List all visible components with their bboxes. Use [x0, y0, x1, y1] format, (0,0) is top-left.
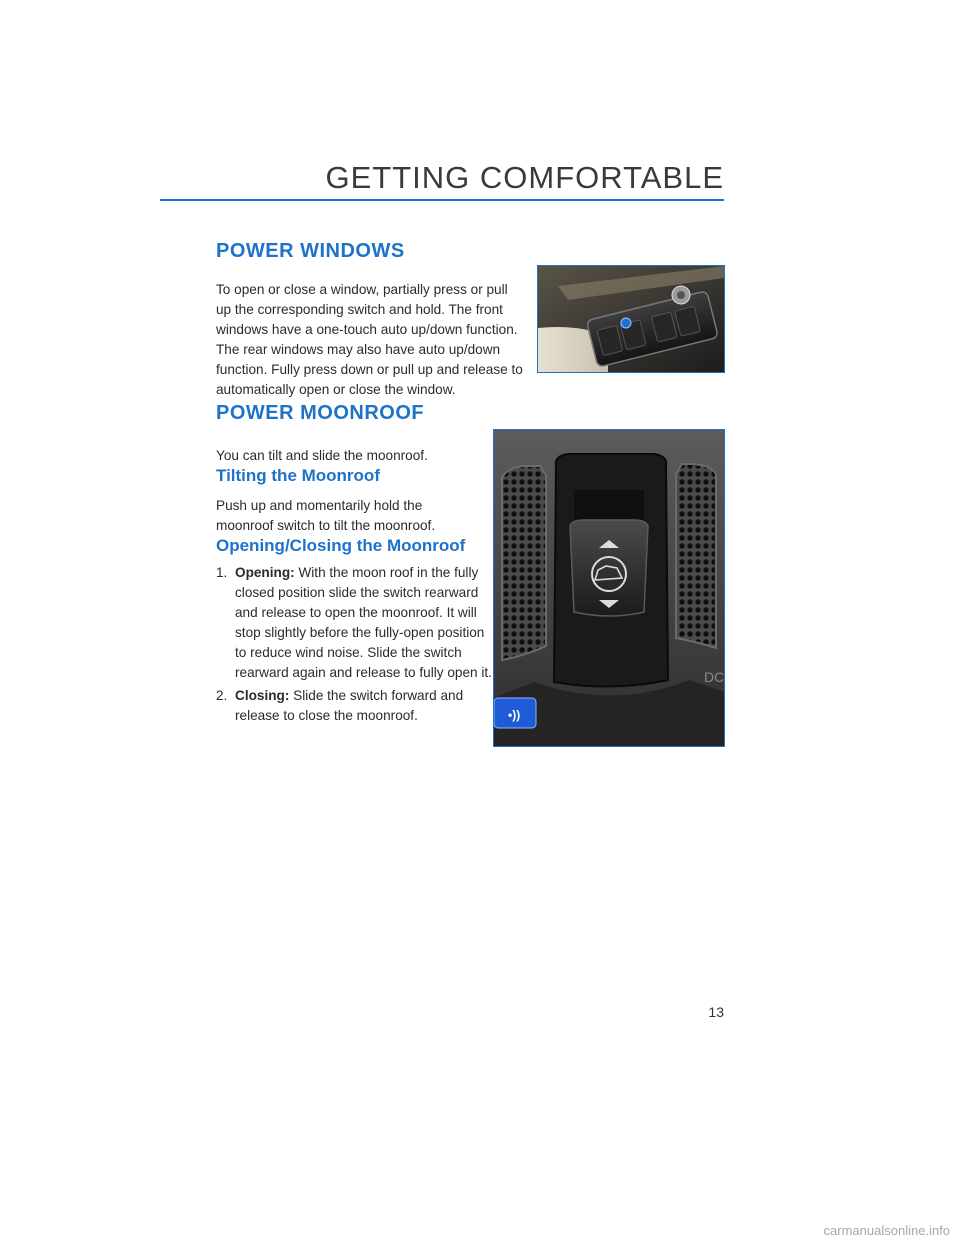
- list-item-number: 2.: [216, 688, 228, 703]
- list-item-description: With the moon roof in the fully closed position slide the switch rearward and release to open the moonroof. It will stop slightly before the fully-open position to reduce wind noise. Slide the switch rearward again and release to fully open it.: [235, 565, 492, 680]
- header-rule: [160, 199, 724, 201]
- list-item-description: Slide the switch forward and release to close the moonroof.: [235, 688, 464, 723]
- list-item-text: [235, 563, 493, 683]
- watermark: carmanualsonline.info: [823, 1223, 950, 1238]
- page-number: 13: [708, 1004, 724, 1020]
- list-item-label: Closing:: [235, 688, 290, 703]
- power-windows-heading: POWER WINDOWS: [216, 240, 405, 262]
- power-windows-body: To open or close a window, partially press or pull up the corresponding switch and hold. The front windows have a one-touch auto up/down function. The rear windows may also have auto up/down function. Fully press down or pull up and release to automatically open or close the window.: [216, 282, 523, 397]
- window-switch-illustration: [538, 266, 724, 372]
- list-item-text: [235, 686, 493, 726]
- svg-text:DC: DC: [704, 669, 724, 685]
- tilting-moonroof-heading: Tilting the Moonroof: [216, 466, 380, 485]
- opening-closing-heading: Opening/Closing the Moonroof: [216, 536, 466, 555]
- list-item-closing: [216, 686, 496, 726]
- list-item-number: 1.: [216, 565, 228, 580]
- power-moonroof-heading: POWER MOONROOF: [216, 402, 425, 424]
- moonroof-switch-illustration: [494, 430, 724, 746]
- section-header: GETTING COMFORTABLE: [325, 160, 724, 195]
- svg-text:•)): •)): [508, 708, 521, 722]
- tilting-moonroof-body: Push up and momentarily hold the moonroof switch to tilt the moonroof.: [216, 498, 436, 533]
- list-item-opening: [216, 563, 496, 683]
- window-switch-photo: [537, 265, 725, 373]
- power-moonroof-intro: You can tilt and slide the moonroof.: [216, 448, 428, 463]
- list-item-label: Opening:: [235, 565, 295, 580]
- moonroof-switch-photo: [493, 429, 725, 747]
